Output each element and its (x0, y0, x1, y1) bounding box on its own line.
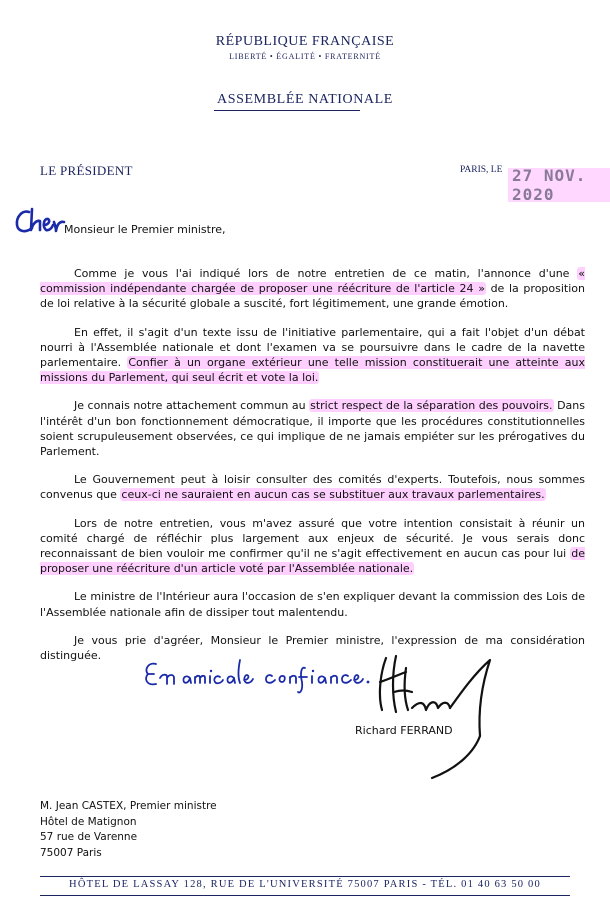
paragraph-text: Comme je vous l'ai indiqué lors de notre entretien de ce matin, l'annonce d'une (74, 267, 578, 280)
letterhead-republic: RÉPUBLIQUE FRANÇAISE (215, 34, 395, 49)
footer-address: HÔTEL DE LASSAY 128, RUE DE L'UNIVERSITÉ 75007 PARIS - TÉL. 01 40 63 50 00 (69, 879, 541, 890)
paragraph-1 (40, 266, 585, 312)
paragraph-text: Je connais notre attachement commun au (74, 399, 310, 413)
dot-mark (210, 670, 212, 672)
recipient-line: Hôtel de Matignon (40, 815, 137, 828)
dot-mark (367, 681, 370, 684)
paragraph-2 (40, 325, 585, 386)
paragraph-text: En effet, il s'agit d'un texte issu de l'initiative parlementaire, qui a fait l'objet d'un débat nourri à l'Assemblée nationale et dont l'examen va se poursuivre dans le cadre de la navette parlementaire. (40, 325, 585, 370)
highlighted-text: de proposer une réécriture d'un article voté par l'Assemblée nationale. (40, 547, 585, 576)
recipient-address (40, 799, 217, 861)
place-prefix: PARIS, LE (460, 165, 503, 175)
paragraph-3 (40, 398, 585, 459)
paragraph-text: Le ministre de l'Intérieur aura l'occasion de s'en expliquer devant la commission des Lois de l'Assemblée nationale afin de dissiper tout malentendu. (40, 590, 585, 619)
footer-rule-bottom (40, 895, 570, 896)
paragraph-text: Le Gouvernement peut à loisir consulter des comités d'experts. Toutefois, nous sommes convenus que (40, 473, 585, 502)
letterhead-motto: LIBERTÉ • ÉGALITÉ • FRATERNITÉ (229, 52, 381, 61)
highlighted-text: « commission indépendante chargée de proposer une réécriture de l'article 24 » (40, 267, 585, 296)
signer-name: Richard FERRAND (355, 724, 453, 737)
letterhead-underline (214, 110, 360, 111)
handwritten-greeting (14, 206, 66, 236)
highlighted-text: Confier à un organe extérieur une telle mission constituerait une atteinte aux missions du Parlement, qui seul écrit et vote la loi. (40, 356, 585, 385)
date-stamp: 27 NOV. 2020 (508, 164, 610, 206)
paragraph-text: Je vous prie d'agréer, Monsieur le Premier ministre, l'expression de ma considération distinguée. (40, 633, 585, 663)
letterhead-institution: ASSEMBLÉE NATIONALE (217, 92, 393, 107)
paragraph-text: Lors de notre entretien, vous m'avez assuré que votre intention consistait à réunir un comité chargé de réfléchir plus largement aux enjeux de sécurité. Je vous serais donc reconnaissant de bien vouloir me confirmer qu'il ne s'agit effectivement en aucun cas pour lui (40, 516, 585, 561)
highlighted-text: ceux-ci ne sauraient en aucun cas se substituer aux travaux parlementaires. (121, 488, 545, 502)
footer-rule-top (40, 876, 570, 877)
paragraph-6 (40, 589, 585, 619)
handwritten-closing (140, 652, 370, 700)
paragraph-text: de la proposition de loi relative à la sécurité globale a suscité, fort légitimement, une grande émotion. (40, 282, 585, 311)
recipient-line: M. Jean CASTEX, Premier ministre (40, 800, 217, 812)
signature (370, 652, 500, 782)
recipient-line: 75007 Paris (40, 846, 102, 859)
paragraph-5 (40, 516, 585, 577)
recipient-line: 57 rue de Varenne (40, 831, 138, 844)
sender-title: LE PRÉSIDENT (40, 163, 133, 178)
paragraph-text: Dans l'intérêt d'un bon fonctionnement démocratique, il importe que les procédures constitutionnelles soient scrupuleusement observées, ce qui implique de ne jamais empiéter sur les prérogatives du Parlement. (40, 399, 585, 459)
dot-mark (312, 670, 314, 672)
paragraph-4 (40, 472, 585, 502)
highlighted-text: strict respect de la séparation des pouvoirs. (310, 399, 553, 413)
letter-body (40, 266, 585, 676)
salutation: Monsieur le Premier ministre, (64, 223, 226, 236)
